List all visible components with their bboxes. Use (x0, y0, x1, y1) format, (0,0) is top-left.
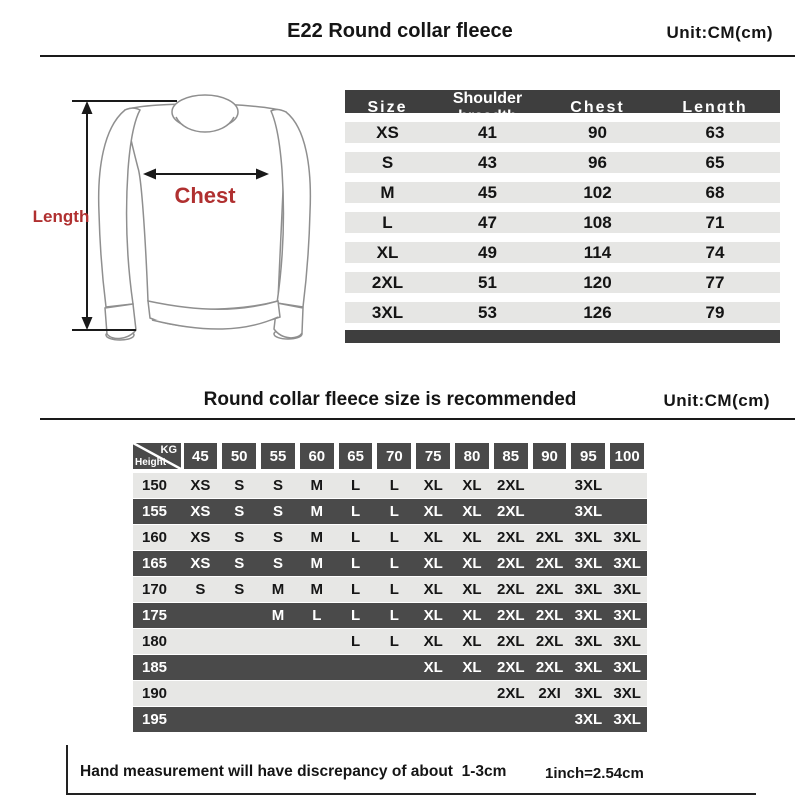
matrix-cell: XL (423, 581, 443, 598)
column-header-size: Size (367, 99, 408, 116)
matrix-row (133, 655, 647, 680)
matrix-cell: M (310, 555, 324, 572)
height-label: 160 (142, 529, 168, 546)
length-label: Length (32, 207, 90, 226)
size-cell: 2XL (371, 272, 404, 292)
length-arrow-head-bottom (82, 317, 93, 330)
matrix-cell: 3XL (613, 659, 641, 676)
weight-header-cell: 65 (339, 443, 373, 469)
matrix-cell: XL (462, 529, 482, 546)
matrix-cell: 3XL (574, 659, 603, 676)
measurement-cell: 79 (705, 302, 725, 322)
height-label: 170 (142, 581, 168, 598)
matrix-cell: 3XL (574, 685, 603, 702)
measurement-cell: 51 (478, 272, 497, 292)
matrix-cell: S (234, 581, 245, 598)
left-cuff (105, 304, 136, 339)
height-label: 175 (142, 607, 168, 624)
matrix-cell: S (234, 555, 245, 572)
matrix-cell: 3XL (574, 477, 603, 494)
matrix-cell: L (389, 503, 399, 520)
measurement-cell: 114 (583, 242, 612, 262)
size-cell: XS (376, 122, 399, 142)
matrix-cell: S (234, 503, 245, 520)
matrix-cell: L (351, 633, 361, 650)
measurement-cell: 126 (583, 302, 612, 322)
weight-header-cell: 80 (455, 443, 489, 469)
column-header-shoulder: Shoulder breadth (452, 90, 523, 125)
matrix-cell: L (351, 529, 361, 546)
matrix-cell: 3XL (613, 529, 641, 546)
size-table (345, 90, 780, 343)
height-label: 190 (142, 685, 168, 702)
unit-label-top: Unit:CM(cm) (666, 23, 773, 42)
size-cell: M (380, 182, 395, 202)
measurement-cell: 47 (478, 212, 497, 232)
recommendation-title: Round collar fleece size is recommended (203, 389, 577, 410)
matrix-cell: XL (462, 503, 482, 520)
matrix-cell: M (310, 503, 324, 520)
matrix-cell: S (272, 503, 283, 520)
weight-header-cell: 55 (261, 443, 295, 469)
weight-header-cell: 70 (377, 443, 411, 469)
weight-header-cell: 45 (184, 443, 218, 469)
matrix-cell: 2XL (497, 555, 525, 572)
matrix-cell: 3XL (574, 555, 603, 572)
matrix-cell: 2XL (497, 685, 525, 702)
matrix-cell: XL (423, 529, 443, 546)
size-table-row (345, 152, 780, 173)
matrix-cell: 2XL (497, 607, 525, 624)
size-cell: S (381, 152, 394, 172)
matrix-row (133, 707, 647, 732)
measurement-cell: 74 (705, 242, 725, 262)
matrix-cell: XS (190, 555, 211, 572)
size-table-row (345, 272, 780, 293)
height-weight-matrix (133, 443, 647, 733)
matrix-cell: 3XL (574, 711, 603, 728)
matrix-cell: 3XL (613, 555, 641, 572)
footer-border-left (66, 745, 68, 795)
matrix-cell: 3XL (613, 607, 641, 624)
measurement-cell: 41 (478, 122, 497, 142)
size-cell: L (382, 212, 393, 232)
matrix-cell: XS (190, 503, 211, 520)
matrix-cell: S (195, 581, 206, 598)
measurement-cell: 49 (478, 242, 497, 262)
size-table-row (345, 212, 780, 233)
corner-kg-label: KG (160, 444, 177, 456)
chest-label: Chest (174, 183, 236, 208)
matrix-cell: L (389, 633, 399, 650)
matrix-cell: M (310, 581, 324, 598)
matrix-cell: XL (462, 555, 482, 572)
measurement-cell: 63 (705, 122, 725, 142)
matrix-cell: 2XL (535, 659, 564, 676)
size-cell: XL (376, 242, 399, 262)
weight-header-cell: 50 (222, 443, 256, 469)
measurement-cell: 96 (588, 152, 607, 172)
matrix-cell: L (351, 477, 361, 494)
size-table-footer-bar (345, 330, 780, 343)
matrix-cell: S (234, 529, 245, 546)
matrix-cell: 3XL (613, 711, 641, 728)
divider-top (40, 55, 795, 57)
matrix-cell: L (351, 555, 361, 572)
weight-header-cell: 90 (533, 443, 567, 469)
measurement-cell: 71 (705, 212, 725, 232)
matrix-cell: 2XL (497, 633, 525, 650)
unit-label-bottom: Unit:CM(cm) (663, 391, 770, 410)
matrix-row (133, 525, 647, 550)
measurement-cell: 68 (705, 182, 725, 202)
height-label: 195 (142, 711, 168, 728)
matrix-cell: 3XL (574, 503, 603, 520)
size-table-row (345, 302, 780, 323)
matrix-cell: 3XL (574, 581, 603, 598)
matrix-corner-cell (133, 443, 181, 469)
measurement-cell: 120 (583, 272, 612, 292)
matrix-cell: 2XL (497, 659, 525, 676)
matrix-row (133, 473, 647, 498)
matrix-row (133, 681, 647, 706)
matrix-cell: 2XL (497, 581, 525, 598)
matrix-row (133, 551, 647, 576)
height-label: 150 (142, 477, 168, 494)
measurement-cell: 102 (583, 182, 612, 202)
matrix-cell: XL (423, 633, 443, 650)
inch-conversion: 1inch=2.54cm (545, 765, 644, 782)
height-label: 180 (142, 633, 168, 650)
matrix-cell: XL (423, 555, 443, 572)
size-table-body (345, 122, 780, 323)
matrix-cell: L (389, 529, 399, 546)
matrix-cell: 3XL (574, 607, 603, 624)
matrix-cell: M (271, 607, 285, 624)
matrix-cell: 2XL (497, 503, 525, 520)
page-title: E22 Round collar fleece (287, 20, 513, 42)
matrix-cell: 2XL (535, 529, 564, 546)
matrix-cell: 3XL (613, 685, 641, 702)
matrix-cell: 2XL (497, 529, 525, 546)
measurement-cell: 108 (583, 212, 612, 232)
matrix-cell: XL (423, 503, 443, 520)
matrix-cell: XL (462, 607, 482, 624)
measurement-cell: 45 (478, 182, 497, 202)
matrix-body (133, 473, 647, 732)
matrix-cell: S (272, 529, 283, 546)
matrix-row (133, 577, 647, 602)
matrix-cell: S (234, 477, 245, 494)
weight-header-cell: 100 (610, 443, 644, 469)
weight-header-cell: 75 (416, 443, 450, 469)
divider-middle (40, 418, 795, 420)
matrix-cell: L (312, 607, 322, 624)
matrix-cell: 3XL (574, 529, 603, 546)
matrix-row (133, 499, 647, 524)
size-table-row (345, 182, 780, 203)
column-header-chest: Chest (570, 99, 625, 116)
measurement-note: Hand measurement will have discrepancy of about 1-3cm (80, 763, 507, 780)
measurement-cell: 65 (705, 152, 725, 172)
matrix-cell: L (389, 477, 399, 494)
matrix-cell: XL (423, 607, 443, 624)
matrix-cell: 2XL (535, 581, 564, 598)
size-table-header (345, 90, 780, 125)
sweatshirt-diagram (0, 60, 345, 370)
column-header-length: Length (682, 99, 748, 116)
size-table-row (345, 122, 780, 143)
matrix-cell: M (310, 477, 324, 494)
matrix-cell: 3XL (574, 633, 603, 650)
footer-border-bottom (66, 793, 756, 795)
matrix-cell: XL (462, 633, 482, 650)
matrix-cell: XL (462, 581, 482, 598)
matrix-cell: M (310, 529, 324, 546)
matrix-cell: XS (190, 477, 211, 494)
size-table-row (345, 242, 780, 263)
matrix-row (133, 603, 647, 628)
matrix-header (133, 443, 647, 469)
matrix-cell: 2XI (538, 685, 561, 702)
matrix-cell: XL (423, 659, 443, 676)
height-label: 185 (142, 659, 168, 676)
length-arrow-head-top (82, 101, 93, 114)
size-cell: 3XL (371, 302, 404, 322)
corner-height-label: Height (135, 457, 167, 468)
height-label: 155 (142, 503, 168, 520)
matrix-cell: S (272, 555, 283, 572)
matrix-cell: 2XL (535, 555, 564, 572)
matrix-cell: M (271, 581, 285, 598)
measurement-cell: 77 (705, 272, 725, 292)
matrix-cell: 2XL (535, 607, 564, 624)
weight-header-cell: 60 (300, 443, 334, 469)
weight-header-cell: 95 (571, 443, 605, 469)
matrix-cell: L (351, 581, 361, 598)
matrix-row (133, 629, 647, 654)
measurement-cell: 53 (478, 302, 497, 322)
matrix-cell: XL (462, 659, 482, 676)
matrix-cell: XS (190, 529, 211, 546)
measurement-cell: 90 (588, 122, 607, 142)
matrix-cell: XL (423, 477, 443, 494)
matrix-cell: L (389, 581, 399, 598)
matrix-cell: L (351, 607, 361, 624)
matrix-cell: 3XL (613, 633, 641, 650)
matrix-cell: 2XL (535, 633, 564, 650)
measurement-cell: 43 (478, 152, 497, 172)
matrix-cell: XL (462, 477, 482, 494)
matrix-cell: 2XL (497, 477, 525, 494)
height-label: 165 (142, 555, 168, 572)
matrix-cell: L (351, 503, 361, 520)
weight-header-cell: 85 (494, 443, 528, 469)
matrix-cell: L (389, 555, 399, 572)
matrix-cell: L (389, 607, 399, 624)
matrix-cell: 3XL (613, 581, 641, 598)
matrix-cell: S (272, 477, 283, 494)
